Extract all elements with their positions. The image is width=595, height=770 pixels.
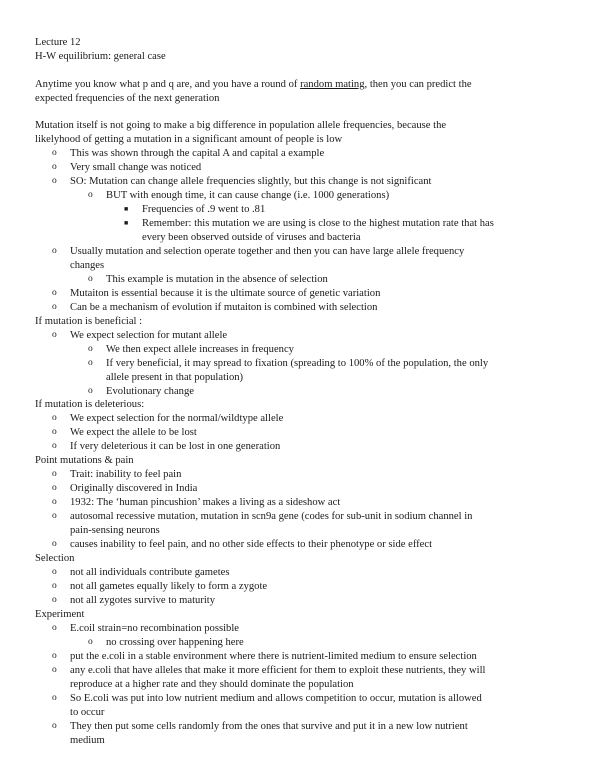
lecture-topic: H-W equilibrium: general case [35,51,166,62]
section-heading-experiment: Experiment [35,609,85,620]
list-item: They then put some cells randomly from the ones that survive and put it in a new low nutrient [70,721,468,732]
list-item: not all gametes equally likely to form a zygote [70,581,268,592]
bullet-icon: o [52,427,57,437]
list-item-continuation: every been observed outside of viruses and bacteria [142,232,361,243]
list-item: Usually mutation and selection operate together and then you can have large allele frequency [70,246,465,257]
bullet-icon: o [52,595,57,605]
list-item: We expect the allele to be lost [70,427,197,438]
mutation-paragraph-line-2: likelyhood of getting a mutation in a significant amount of people is low [35,134,343,145]
bullet-icon: o [88,637,93,647]
list-item-continuation: changes [70,260,105,271]
bullet-icon: o [52,497,57,507]
bullet-icon: o [88,358,93,368]
bullet-icon: o [88,386,93,396]
list-item: We expect selection for the normal/wildtype allele [70,413,284,424]
list-item: not all zygotes survive to maturity [70,595,216,606]
list-item: autosomal recessive mutation, mutation in scn9a gene (codes for sub-unit in sodium channel in [70,511,473,522]
list-item: E.coil strain=no recombination possible [70,623,239,634]
intro-text-end: , then you can predict the [364,79,472,90]
list-item: Originally discovered in India [70,483,198,494]
bullet-icon: o [52,665,57,675]
square-bullet-icon: ■ [124,219,129,227]
bullet-icon: o [52,693,57,703]
bullet-icon: o [52,581,57,591]
list-item: If very beneficial, it may spread to fixation (spreading to 100% of the population, the only [106,358,489,369]
bullet-icon: o [52,721,57,731]
bullet-icon: o [52,302,57,312]
section-heading-selection: Selection [35,553,75,564]
list-item-continuation: medium [70,735,105,746]
bullet-icon: o [52,511,57,521]
bullet-icon: o [52,483,57,493]
bullet-icon: o [88,190,93,200]
bullet-icon: o [52,413,57,423]
intro-line-1 [35,78,472,92]
list-item: Remember: this mutation we are using is close to the highest mutation rate that has [142,218,494,229]
list-item: We then expect allele increases in frequency [106,344,294,355]
list-item: put the e.coli in a stable environment where there is nutrient-limited medium to ensure selection [70,651,477,662]
list-item: Mutaiton is essential because it is the ultimate source of genetic variation [70,288,381,299]
list-item: This example is mutation in the absence of selection [106,274,328,285]
bullet-icon: o [52,567,57,577]
bullet-icon: o [52,148,57,158]
list-item: This was shown through the capital A and capital a example [70,148,325,159]
list-item: causes inability to feel pain, and no other side effects to their phenotype or side effect [70,539,433,550]
mutation-paragraph-line-1: Mutation itself is not going to make a big difference in population allele frequencies, because the [35,120,447,131]
list-item: If very deleterious it can be lost in one generation [70,441,281,452]
bullet-icon: o [52,176,57,186]
section-heading-beneficial: If mutation is beneficial : [35,316,143,327]
bullet-icon: o [52,330,57,340]
bullet-icon: o [52,288,57,298]
bullet-icon: o [88,344,93,354]
list-item: Trait: inability to feel pain [70,469,182,480]
list-item-continuation: reproduce at a higher rate and they should dominate the population [70,679,354,690]
lecture-title: Lecture 12 [35,37,81,48]
list-item-continuation: to occur [70,707,105,718]
bullet-icon: o [52,623,57,633]
list-item: We expect selection for mutant allele [70,330,228,341]
section-heading-point-mutations: Point mutations & pain [35,455,134,466]
bullet-icon: o [52,651,57,661]
random-mating-underlined: random mating [300,79,365,90]
list-item: Can be a mechanism of evolution if mutaiton is combined with selection [70,302,378,313]
bullet-icon: o [52,162,57,172]
bullet-icon: o [52,469,57,479]
bullet-icon: o [52,539,57,549]
section-heading-deleterious: If mutation is deleterious: [35,399,145,410]
bullet-icon: o [52,441,57,451]
list-item: no crossing over happening here [106,637,244,648]
bullet-icon: o [88,274,93,284]
bullet-icon: o [52,246,57,256]
list-item: Evolutionary change [106,386,194,397]
list-item: Very small change was noticed [70,162,202,173]
list-item: not all individuals contribute gametes [70,567,230,578]
list-item: BUT with enough time, it can cause change (i.e. 1000 generations) [106,190,390,201]
list-item: SO: Mutation can change allele frequencies slightly, but this change is not significant [70,176,432,187]
list-item: Frequencies of .9 went to .81 [142,204,266,215]
intro-text: Anytime you know what p and q are, and you have a round of [35,79,301,90]
list-item: So E.coli was put into low nutrient medium and allows competition to occur, mutation is allowed [70,693,482,704]
list-item-continuation: allele present in that population) [106,372,244,383]
square-bullet-icon: ■ [124,205,129,213]
intro-line-2: expected frequencies of the next generation [35,93,220,104]
list-item: 1932: The ‘human pincushion’ makes a living as a sideshow act [70,497,341,508]
list-item-continuation: pain-sensing neurons [70,525,160,536]
list-item: any e.coli that have alleles that make it more efficient for them to exploit these nutrients, they will [70,665,486,676]
